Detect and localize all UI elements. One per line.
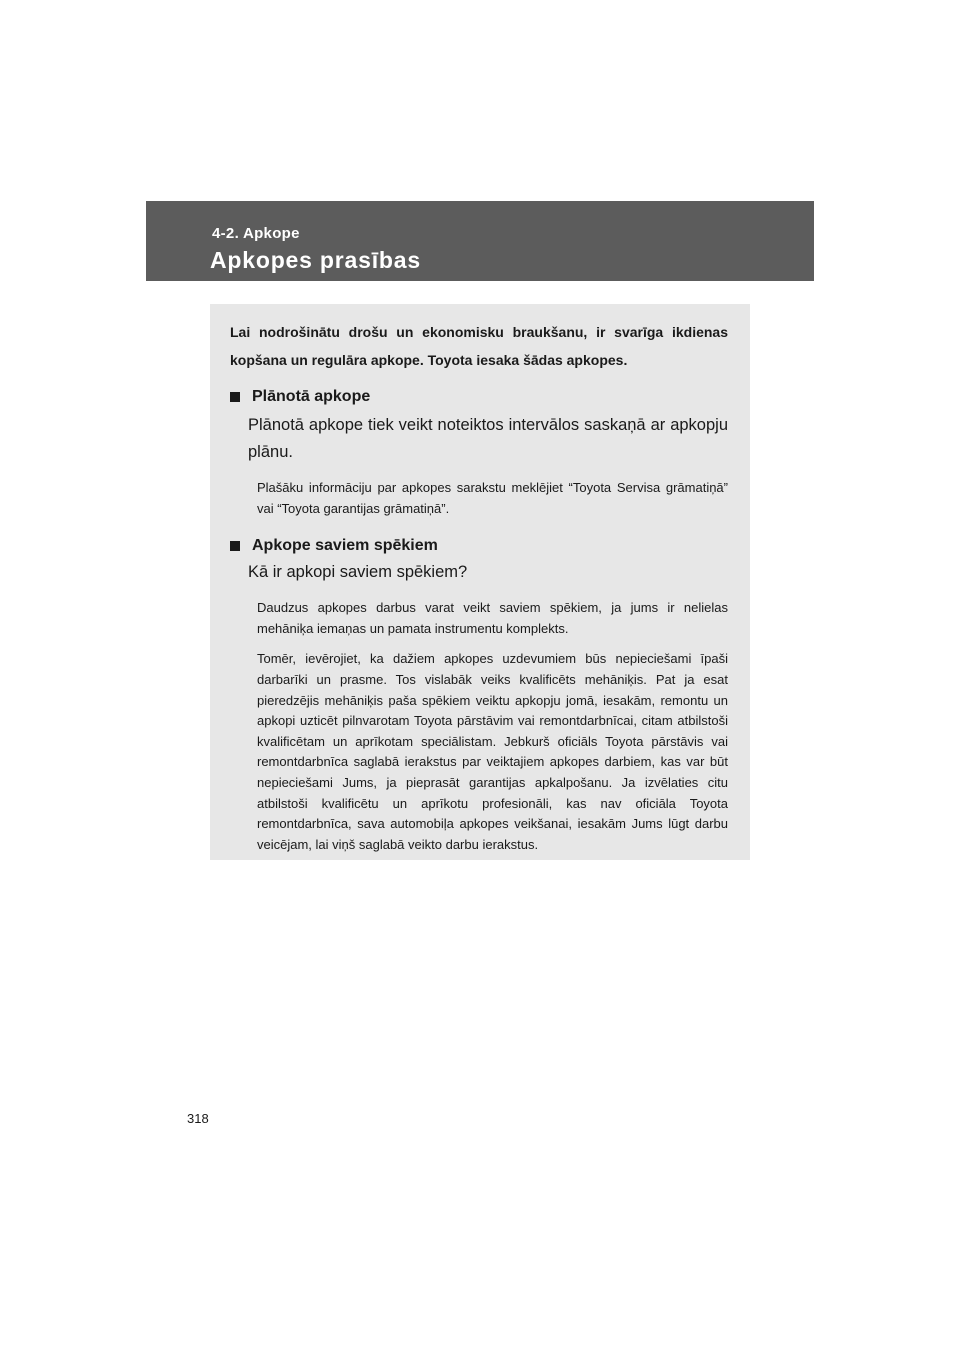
- section-heading-diy: [230, 533, 728, 559]
- chapter-header-band: [146, 201, 814, 281]
- square-bullet-icon: [230, 541, 240, 551]
- page-title: Apkopes prasības: [210, 247, 421, 273]
- section-label: 4-2. Apkope: [212, 225, 300, 242]
- section-heading-diy-label: Apkope saviem spēkiem: [252, 537, 438, 555]
- square-bullet-icon: [230, 392, 240, 402]
- page-number: 318: [187, 1111, 209, 1126]
- planned-note-text: Plašāku informāciju par apkopes sarakstu meklējiet “Toyota Servisa grāmatiņā” vai “Toyota garantijas grāmatiņā”.: [257, 480, 728, 516]
- intro-text: Lai nodrošinātu drošu un ekonomisku braukšanu, ir svarīga ikdienas kopšana un regulāra apkope. Toyota iesaka šādas apkopes.: [230, 324, 728, 368]
- planned-lead-text: Plānotā apkope tiek veikt noteiktos intervālos saskaņā ar apkopju plānu.: [248, 416, 728, 461]
- section-heading-planned-label: Plānotā apkope: [252, 388, 371, 405]
- content-box: [210, 304, 750, 860]
- diy-note-text-2: Tomēr, ievērojiet, ka dažiem apkopes uzdevumiem būs nepieciešami īpaši darbarīki un prasme. Tos vislabāk veiks kvalificēts mehāniķis. Pat ja esat pieredzējis mehāniķis paša spēkiem veiktu apkopju jomā, iesakām, remontu un apkopi uzticēt pilnvarotam Toyota pārstāvim vai remontdarbnīcai, citam atbilstoši kvalificētam un aprīkotam speciālistam. Jebkurš oficiāls Toyota pārstāvis vai remontdarbnīca saglabā ierakstus par veiktajiem apkopes darbiem, kas var būt nepieciešami Jums, ja pieprasāt garantijas apkalpošanu. Ja izvēlaties citu atbilstoši kvalificētu un aprīkotu profesionāli, kas nav oficiāla Toyota remontdarbnīca, sava automobiļa apkopes veikšanai, iesakām Jums lūgt darbu veicējam, lai viņš saglabā veikto darbu ierakstus.: [257, 651, 728, 852]
- section-heading-planned: [230, 384, 728, 410]
- diy-lead-text: Kā ir apkopi saviem spēkiem?: [248, 563, 468, 582]
- diy-note-text-1: Daudzus apkopes darbus varat veikt saviem spēkiem, ja jums ir nelielas mehāniķa iemaņas un pamata instrumentu komplekts.: [257, 600, 728, 636]
